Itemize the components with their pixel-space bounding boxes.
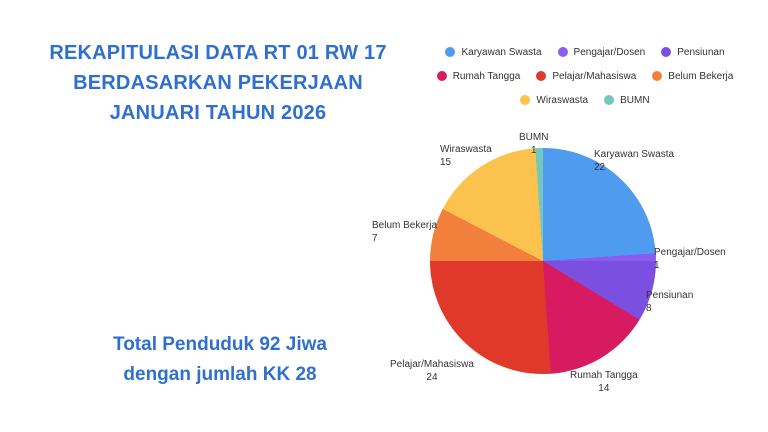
legend-swatch-icon bbox=[558, 47, 568, 57]
callout-value: 1 bbox=[654, 260, 660, 271]
summary-line-1: Total Penduduk 92 Jiwa bbox=[113, 334, 327, 355]
callout-label: Pensiunan bbox=[646, 290, 694, 301]
title-line-1: REKAPITULASI DATA RT 01 RW 17 bbox=[49, 42, 387, 64]
callout-label: Belum Bekerja bbox=[372, 220, 438, 231]
legend-item-pensiunan bbox=[661, 42, 724, 62]
callout-pensiunan bbox=[646, 289, 693, 315]
legend-swatch-icon bbox=[445, 47, 455, 57]
legend-item-rumah-tangga bbox=[437, 66, 521, 86]
legend-label: Wiraswasta bbox=[536, 94, 589, 106]
summary-text bbox=[30, 330, 410, 390]
title-line-3: JANUARI TAHUN 2026 bbox=[109, 102, 327, 124]
legend-label: Belum Bekerja bbox=[668, 70, 734, 82]
callout-value: 8 bbox=[646, 303, 652, 314]
legend-item-pengajar-dosen bbox=[558, 42, 646, 62]
legend-item-wiraswasta bbox=[520, 90, 588, 110]
summary-line-2: dengan jumlah KK 28 bbox=[123, 364, 317, 385]
callout-label: BUMN bbox=[519, 132, 549, 143]
pie-slices bbox=[430, 148, 656, 374]
legend-item-karyawan-swasta bbox=[445, 42, 541, 62]
legend-label: Pengajar/Dosen bbox=[573, 46, 646, 58]
legend-label: Pensiunan bbox=[677, 46, 725, 58]
callout-label: Pelajar/Mahasiswa bbox=[390, 359, 474, 370]
title-line-2: BERDASARKAN PEKERJAAN bbox=[73, 72, 363, 94]
callout-pelajar-mahasiswa bbox=[390, 358, 474, 384]
callout-label: Rumah Tangga bbox=[570, 370, 638, 381]
callout-pengajar-dosen bbox=[654, 246, 726, 272]
legend-swatch-icon bbox=[437, 71, 447, 81]
chart-legend bbox=[420, 42, 750, 110]
callout-karyawan-swasta bbox=[594, 148, 674, 174]
legend-label: Rumah Tangga bbox=[452, 70, 521, 82]
callout-rumah-tangga bbox=[570, 369, 638, 395]
legend-label: Pelajar/Mahasiswa bbox=[552, 70, 637, 82]
callout-value: 22 bbox=[594, 162, 606, 173]
callout-belum-bekerja bbox=[372, 219, 437, 245]
legend-item-pelajar-mahasiswa bbox=[536, 66, 636, 86]
callout-value: 1 bbox=[530, 145, 537, 156]
legend-swatch-icon bbox=[604, 95, 614, 105]
legend-item-belum-bekerja bbox=[652, 66, 733, 86]
callout-value: 24 bbox=[426, 372, 438, 383]
legend-label: Karyawan Swasta bbox=[461, 46, 542, 58]
callout-label: Karyawan Swasta bbox=[594, 149, 675, 160]
callout-value: 7 bbox=[372, 233, 378, 244]
callout-bumn bbox=[519, 131, 548, 157]
callout-wiraswasta bbox=[440, 143, 492, 169]
legend-swatch-icon bbox=[652, 71, 662, 81]
callout-label: Wiraswasta bbox=[440, 144, 492, 155]
callout-label: Pengajar/Dosen bbox=[654, 247, 726, 258]
legend-item-bumn bbox=[604, 90, 649, 110]
legend-swatch-icon bbox=[661, 47, 671, 57]
page-title bbox=[18, 38, 418, 128]
legend-swatch-icon bbox=[536, 71, 546, 81]
legend-swatch-icon bbox=[520, 95, 530, 105]
callout-value: 14 bbox=[598, 383, 610, 394]
pie-chart bbox=[430, 148, 656, 374]
legend-label: BUMN bbox=[620, 94, 650, 106]
callout-value: 15 bbox=[440, 157, 452, 168]
